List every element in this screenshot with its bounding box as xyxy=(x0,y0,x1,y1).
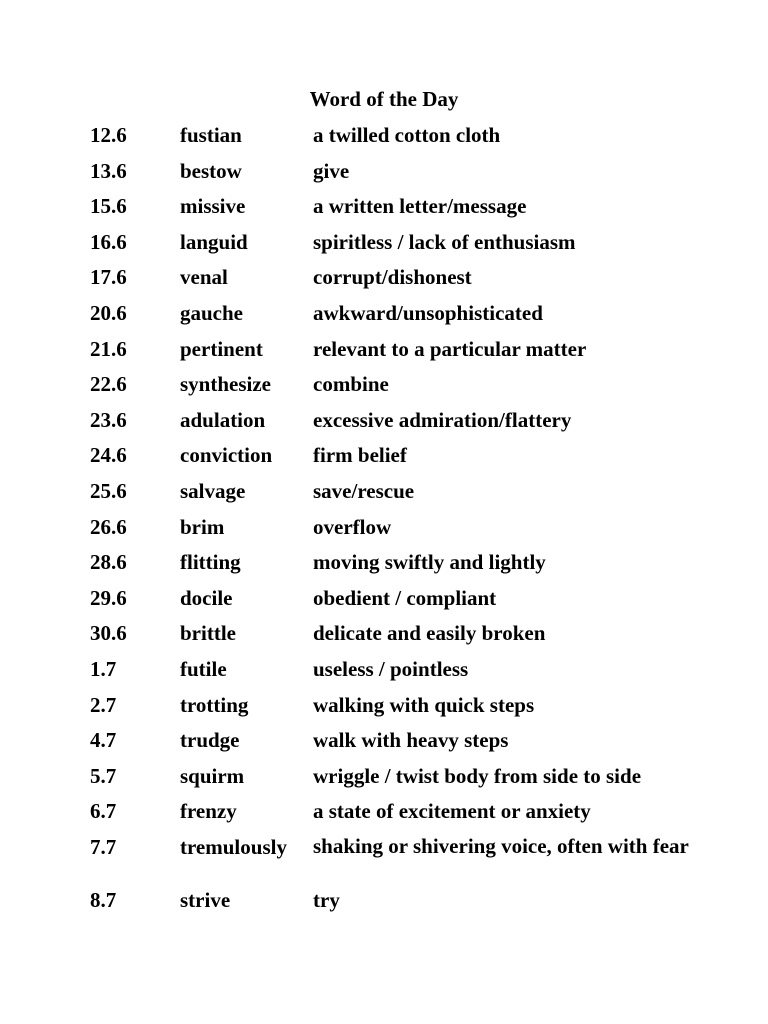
entry-meaning: walking with quick steps xyxy=(313,692,535,717)
entry-date: 15.6 xyxy=(90,194,127,219)
entry-meaning: corrupt/dishonest xyxy=(313,265,472,290)
entry-date: 20.6 xyxy=(90,300,127,325)
entry-meaning: spiritless / lack of enthusiasm xyxy=(313,229,576,254)
list-item xyxy=(0,443,768,479)
list-item xyxy=(0,337,768,373)
entry-word: docile xyxy=(180,585,233,610)
entry-word: flitting xyxy=(180,550,241,575)
list-item xyxy=(0,372,768,408)
entry-word: brittle xyxy=(180,621,236,646)
entry-date: 26.6 xyxy=(90,514,127,539)
entry-word: frenzy xyxy=(180,799,237,824)
entry-word: adulation xyxy=(180,407,266,432)
entry-word: conviction xyxy=(180,443,273,468)
list-item xyxy=(0,194,768,230)
entry-meaning: obedient / compliant xyxy=(313,585,497,610)
list-item xyxy=(0,728,768,764)
entry-meaning: relevant to a particular matter xyxy=(313,336,587,361)
list-item xyxy=(0,479,768,515)
entry-date: 5.7 xyxy=(90,763,117,788)
entry-date: 22.6 xyxy=(90,372,127,397)
entry-meaning: delicate and easily broken xyxy=(313,621,546,646)
entry-date: 29.6 xyxy=(90,585,127,610)
entry-date: 1.7 xyxy=(90,656,117,681)
word-list xyxy=(0,123,768,924)
entry-word: brim xyxy=(180,514,225,539)
entry-word: tremulously xyxy=(180,834,287,859)
entry-word: bestow xyxy=(180,158,242,183)
list-item xyxy=(0,621,768,657)
list-item xyxy=(0,657,768,693)
entry-meaning: awkward/unsophisticated xyxy=(313,300,543,325)
entry-word: synthesize xyxy=(180,372,271,397)
entry-meaning: excessive admiration/flattery xyxy=(313,407,572,432)
entry-meaning: try xyxy=(313,888,340,913)
entry-meaning: wriggle / twist body from side to side xyxy=(313,763,642,788)
entry-date: 28.6 xyxy=(90,550,127,575)
entry-meaning: useless / pointless xyxy=(313,656,469,681)
entry-meaning: overflow xyxy=(313,514,392,539)
entry-meaning: firm belief xyxy=(313,443,407,468)
list-item xyxy=(0,515,768,551)
entry-word: trudge xyxy=(180,728,240,753)
entry-word: languid xyxy=(180,229,248,254)
entry-date: 24.6 xyxy=(90,443,127,468)
list-item xyxy=(0,301,768,337)
entry-date: 23.6 xyxy=(90,407,127,432)
list-item xyxy=(0,764,768,800)
entry-meaning: give xyxy=(313,158,350,183)
entry-word: venal xyxy=(180,265,228,290)
entry-date: 16.6 xyxy=(90,229,127,254)
entry-meaning: a twilled cotton cloth xyxy=(313,123,501,147)
list-item xyxy=(0,799,768,835)
entry-meaning: a state of excitement or anxiety xyxy=(313,799,591,824)
page-title: Word of the Day xyxy=(309,87,459,111)
entry-meaning: a written letter/message xyxy=(313,194,527,219)
list-item xyxy=(0,123,768,159)
entry-date: 17.6 xyxy=(90,265,127,290)
entry-word: fustian xyxy=(180,123,242,147)
list-item xyxy=(0,265,768,301)
entry-word: pertinent xyxy=(180,336,263,361)
list-item xyxy=(0,693,768,729)
entry-word: strive xyxy=(180,888,231,913)
entry-word: squirm xyxy=(180,763,245,788)
list-item xyxy=(0,586,768,622)
list-item xyxy=(0,888,768,924)
entry-date: 13.6 xyxy=(90,158,127,183)
entry-word: trotting xyxy=(180,692,249,717)
list-item xyxy=(0,835,768,889)
entry-meaning: moving swiftly and lightly xyxy=(313,550,546,575)
entry-date: 12.6 xyxy=(90,123,127,147)
entry-meaning: walk with heavy steps xyxy=(313,728,509,753)
entry-date: 21.6 xyxy=(90,336,127,361)
entry-date: 6.7 xyxy=(90,799,117,824)
entry-meaning: combine xyxy=(313,372,389,397)
entry-word: futile xyxy=(180,656,227,681)
entry-date: 2.7 xyxy=(90,692,117,717)
entry-meaning: shaking or shivering voice, often with fear xyxy=(313,833,689,858)
list-item xyxy=(0,550,768,586)
entry-word: missive xyxy=(180,194,246,219)
entry-date: 8.7 xyxy=(90,888,117,913)
entry-date: 30.6 xyxy=(90,621,127,646)
list-item xyxy=(0,159,768,195)
entry-date: 7.7 xyxy=(90,834,117,859)
entry-meaning: save/rescue xyxy=(313,478,415,503)
entry-word: gauche xyxy=(180,300,243,325)
entry-word: salvage xyxy=(180,478,246,503)
list-item xyxy=(0,408,768,444)
entry-date: 25.6 xyxy=(90,478,127,503)
list-item xyxy=(0,230,768,266)
entry-date: 4.7 xyxy=(90,728,117,753)
